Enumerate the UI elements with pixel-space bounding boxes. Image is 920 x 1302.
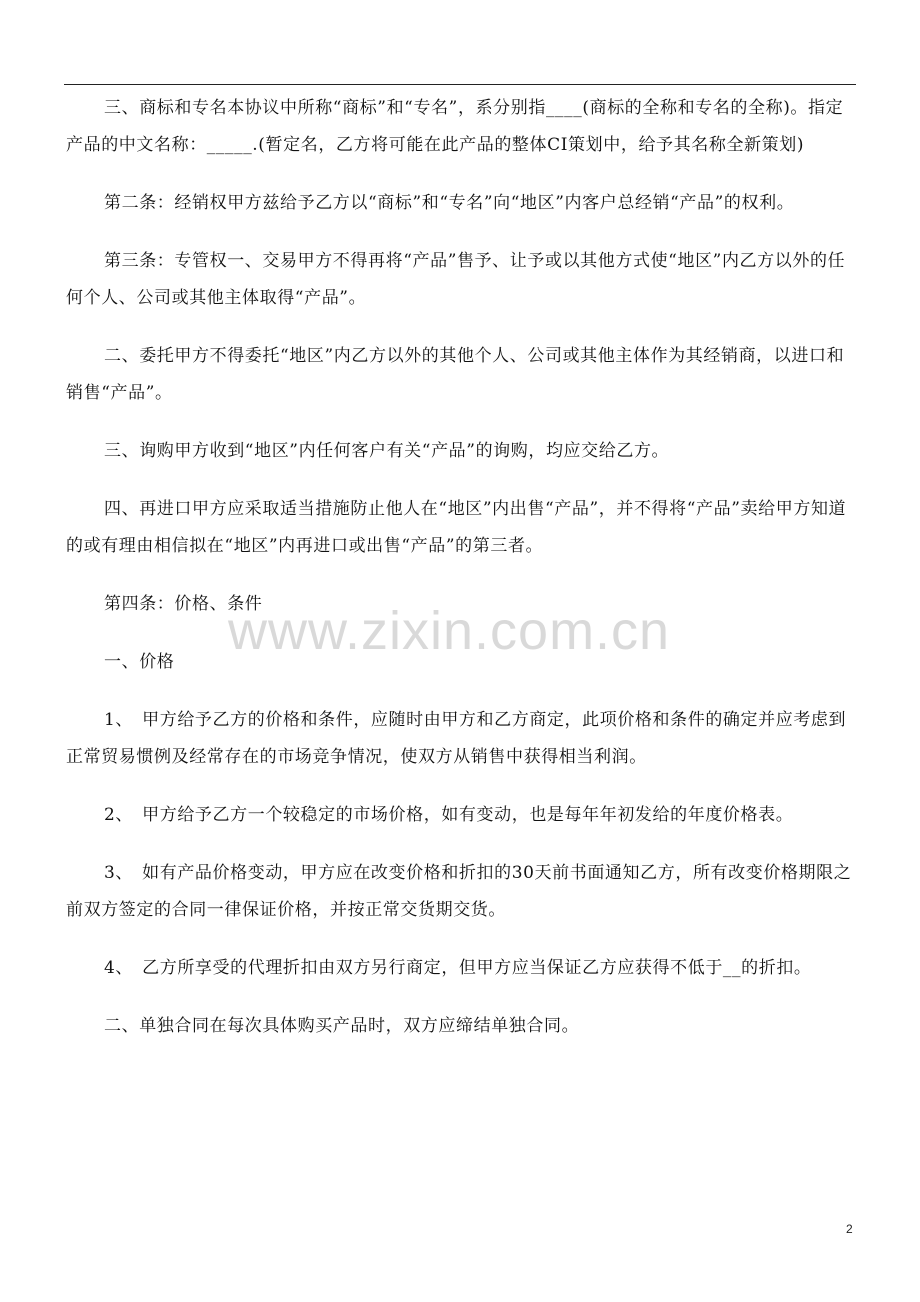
paragraph-article-2: 第二条：经销权甲方兹给予乙方以“商标”和“专名”向“地区”内客户总经销“产品”的权利。	[104, 193, 795, 213]
paragraph-price-item-4: 4、 乙方所享受的代理折扣由双方另行商定，但甲方应当保证乙方应获得不低于__的折扣。	[104, 958, 812, 978]
paragraph-entrustment: 二、委托甲方不得委托“地区”内乙方以外的其他个人、公司或其他主体作为其经销商，以进口和销售“产品”。	[66, 346, 845, 403]
paragraph-price-item-2: 2、 甲方给予乙方一个较稳定的市场价格，如有变动，也是每年年初发给的年度价格表。	[104, 805, 794, 825]
document-body	[66, 90, 858, 1045]
paragraph-price-heading: 一、价格	[104, 652, 175, 672]
paragraph-price-item-3: 3、 如有产品价格变动，甲方应在改变价格和折扣的30天前书面通知乙方，所有改变价格期限之前双方签定的合同一律保证价格，并按正常交货期交货。	[66, 863, 852, 920]
paragraph-article-3: 第三条：专管权一、交易甲方不得再将“产品”售予、让予或以其他方式使“地区”内乙方以外的任何个人、公司或其他主体取得“产品”。	[66, 251, 846, 308]
paragraph-trademark-definition: 三、商标和专名本协议中所称“商标”和“专名”，系分别指____(商标的全称和专名的全称)。指定产品的中文名称：_____.(暂定名，乙方将可能在此产品的整体CI策划中，给予其名称全新策划)	[66, 98, 844, 155]
page-number: 2	[846, 1222, 853, 1236]
header-rule	[64, 84, 856, 85]
paragraph-inquiry: 三、询购甲方收到“地区”内任何客户有关“产品”的询购，均应交给乙方。	[104, 441, 670, 461]
watermark: www.zixin.com.cn	[228, 601, 671, 661]
paragraph-reimport: 四、再进口甲方应采取适当措施防止他人在“地区”内出售“产品”，并不得将“产品”卖给甲方知道的或有理由相信拟在“地区”内再进口或出售“产品”的第三者。	[66, 499, 847, 556]
paragraph-separate-contract: 二、单独合同在每次具体购买产品时，双方应缔结单独合同。	[104, 1016, 580, 1036]
paragraph-price-item-1: 1、 甲方给予乙方的价格和条件，应随时由甲方和乙方商定，此项价格和条件的确定并应考虑到正常贸易惯例及经常存在的市场竞争情况，使双方从销售中获得相当利润。	[66, 710, 847, 767]
paragraph-article-4-heading: 第四条：价格、条件	[104, 594, 263, 614]
